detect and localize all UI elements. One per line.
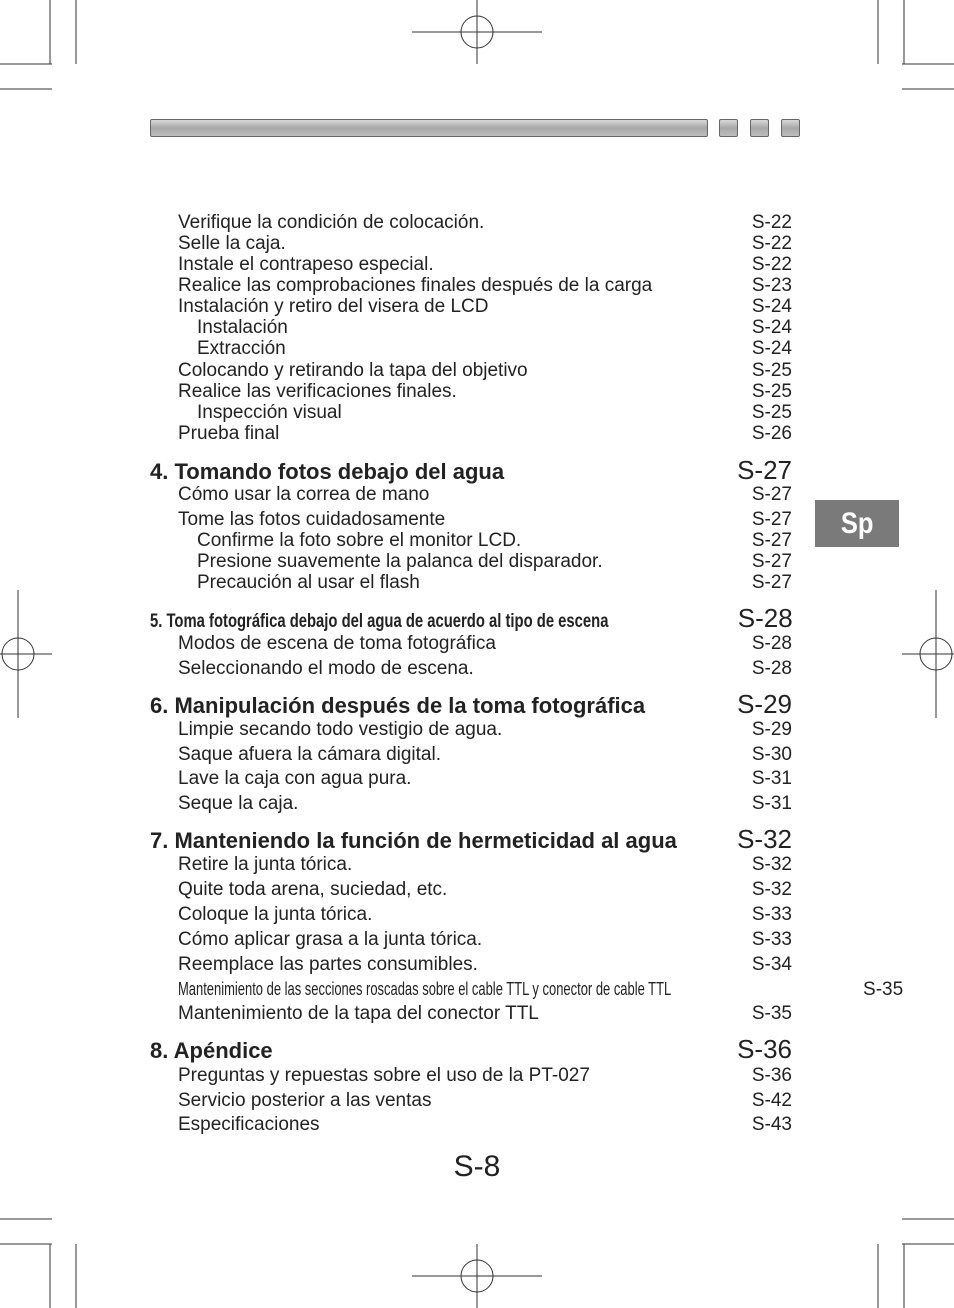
toc-entry-page: S-32 xyxy=(737,824,792,854)
toc-entry-title: Cómo aplicar grasa a la junta tórica. xyxy=(178,929,483,950)
toc-entry-title: Especificaciones xyxy=(178,1114,320,1135)
toc-entry xyxy=(150,423,792,445)
language-tab: Sp xyxy=(815,500,899,547)
toc-entry-page: S-32 xyxy=(751,854,792,875)
toc-entry-title: Colocando y retirando la tapa del objetivo xyxy=(178,360,528,381)
toc-entry-title: Mantenimiento de la tapa del conector TTL xyxy=(178,1003,539,1024)
toc-entry-title: Instalación y retiro del visera de LCD xyxy=(178,296,489,317)
toc-entry xyxy=(150,1065,792,1087)
toc-entry-page: S-33 xyxy=(751,929,792,950)
toc-entry-page: S-24 xyxy=(751,338,792,359)
toc-entry-page: S-23 xyxy=(751,275,792,296)
toc-section-heading xyxy=(150,603,792,634)
toc-entry-page: S-22 xyxy=(751,233,792,254)
header-square-3 xyxy=(781,119,800,137)
toc-entry xyxy=(150,572,792,594)
toc-entry xyxy=(150,317,792,339)
toc-entry-title: Seleccionando el modo de escena. xyxy=(178,658,474,679)
toc-entry-page: S-31 xyxy=(751,768,792,789)
toc-entry xyxy=(150,879,792,901)
toc-entry-page: S-33 xyxy=(751,904,792,925)
toc-entry-page: S-35 xyxy=(751,1003,792,1024)
toc-entry-title: Prueba final xyxy=(178,423,280,444)
toc-entry-page: S-27 xyxy=(751,572,792,593)
toc-entry-title: Tome las fotos cuidadosamente xyxy=(178,509,446,530)
toc-entry-page: S-27 xyxy=(751,530,792,551)
toc-entry xyxy=(150,854,792,876)
toc-entry-title: Retire la junta tórica. xyxy=(178,854,353,875)
toc-entry-page: S-29 xyxy=(737,689,792,719)
toc-entry-title: Quite toda arena, suciedad, etc. xyxy=(178,879,448,900)
toc-entry-title: Precaución al usar el flash xyxy=(197,572,420,593)
toc-entry xyxy=(150,296,792,318)
toc-entry xyxy=(150,979,904,1001)
toc-entry xyxy=(150,719,792,741)
toc-entry xyxy=(150,1090,792,1112)
toc-entry-page: S-27 xyxy=(737,455,792,485)
toc-entry-page: S-25 xyxy=(751,381,792,402)
toc-entry-title: 4. Tomando fotos debajo del agua xyxy=(150,459,505,484)
toc-entry-title: Realice las verificaciones finales. xyxy=(178,381,457,402)
toc-entry-page: S-24 xyxy=(751,317,792,338)
toc-entry-page: S-26 xyxy=(751,423,792,444)
toc-entry-page: S-22 xyxy=(751,212,792,233)
toc-entry-page: S-34 xyxy=(751,954,792,975)
toc-entry-title: Reemplace las partes consumibles. xyxy=(178,954,478,975)
toc-entry xyxy=(150,509,792,531)
toc-entry-page: S-25 xyxy=(751,402,792,423)
toc-entry xyxy=(150,744,792,766)
toc-entry xyxy=(150,904,792,926)
toc-entry-title: 8. Apéndice xyxy=(150,1038,273,1063)
toc-entry-title: Instale el contrapeso especial. xyxy=(178,254,434,275)
toc-entry-title: Inspección visual xyxy=(197,402,342,423)
toc-entry-page: S-36 xyxy=(737,1034,792,1064)
toc-entry-title: 7. Manteniendo la función de hermeticidad al agua xyxy=(150,828,677,853)
toc-entry-title: Confirme la foto sobre el monitor LCD. xyxy=(197,530,522,551)
toc-entry-title: Servicio posterior a las ventas xyxy=(178,1090,432,1111)
toc-section-heading xyxy=(150,689,792,720)
toc-entry xyxy=(150,633,792,655)
toc-entry-page: S-27 xyxy=(751,551,792,572)
toc-entry xyxy=(150,212,792,234)
toc-entry-title: Saque afuera la cámara digital. xyxy=(178,744,441,765)
toc-entry-title: Limpie secando todo vestigio de agua. xyxy=(178,719,503,740)
toc-entry-page: S-28 xyxy=(737,603,793,633)
toc-entry-title: Cómo usar la correa de mano xyxy=(178,484,430,505)
header-bar xyxy=(150,119,708,137)
toc-entry-page: S-31 xyxy=(751,793,792,814)
toc-entry-title: Realice las comprobaciones finales después de la carga xyxy=(178,275,653,296)
toc-entry xyxy=(150,275,792,297)
toc-entry-title: Presione suavemente la palanca del disparador. xyxy=(197,551,603,572)
toc-entry-title: 5. Toma fotográfica debajo del agua de acuerdo al tipo de escena xyxy=(150,611,609,632)
toc-entry xyxy=(150,793,792,815)
toc-entry-title: Preguntas y repuestas sobre el uso de la PT-027 xyxy=(178,1065,590,1086)
toc-entry xyxy=(150,381,792,403)
toc-entry-title: Coloque la junta tórica. xyxy=(178,904,373,925)
toc-section-heading xyxy=(150,1034,792,1065)
toc-entry xyxy=(150,338,792,360)
header-square-1 xyxy=(719,119,738,137)
toc-entry-page: S-32 xyxy=(751,879,792,900)
toc-entry-title: Mantenimiento de las secciones roscadas sobre el cable TTL y conector de cable TTL xyxy=(178,979,672,999)
toc-entry-page: S-22 xyxy=(751,254,792,275)
toc-entry-title: Seque la caja. xyxy=(178,793,299,814)
toc-entry-page: S-28 xyxy=(751,658,792,679)
toc-entry xyxy=(150,233,792,255)
toc-entry xyxy=(150,929,792,951)
toc-entry xyxy=(150,360,792,382)
toc-entry-page: S-35 xyxy=(863,979,904,1000)
toc-entry-page: S-25 xyxy=(751,360,792,381)
toc-entry-page: S-29 xyxy=(751,719,792,740)
toc-entry-page: S-43 xyxy=(751,1114,792,1135)
toc-entry xyxy=(150,768,792,790)
toc-section-heading xyxy=(150,824,792,855)
toc-entry xyxy=(150,254,792,276)
toc-entry-title: Extracción xyxy=(197,338,286,359)
toc-entry-title: Lave la caja con agua pura. xyxy=(178,768,412,789)
toc-entry xyxy=(150,551,792,573)
toc-entry-page: S-36 xyxy=(751,1065,792,1086)
toc-entry-title: Selle la caja. xyxy=(178,233,286,254)
toc-entry-page: S-28 xyxy=(751,633,792,654)
toc-entry-page: S-27 xyxy=(751,484,792,505)
toc-entry xyxy=(150,1003,792,1025)
toc-entry-page: S-30 xyxy=(751,744,792,765)
toc-entry-title: Modos de escena de toma fotográfica xyxy=(178,633,496,654)
toc-entry xyxy=(150,530,792,552)
toc-entry xyxy=(150,954,792,976)
page-number: S-8 xyxy=(453,1150,501,1183)
toc-section-heading xyxy=(150,455,792,486)
toc-entry xyxy=(150,658,792,680)
header-square-2 xyxy=(750,119,769,137)
toc-entry xyxy=(150,402,792,424)
toc-entry xyxy=(150,484,792,506)
toc-entry-title: Instalación xyxy=(197,317,288,338)
toc-entry-title: 6. Manipulación después de la toma fotográfica xyxy=(150,693,646,718)
toc-entry-page: S-42 xyxy=(751,1090,792,1111)
toc-entry-title: Verifique la condición de colocación. xyxy=(178,212,485,233)
toc-entry-page: S-24 xyxy=(751,296,792,317)
toc-entry xyxy=(150,1114,792,1136)
toc-entry-page: S-27 xyxy=(751,509,792,530)
